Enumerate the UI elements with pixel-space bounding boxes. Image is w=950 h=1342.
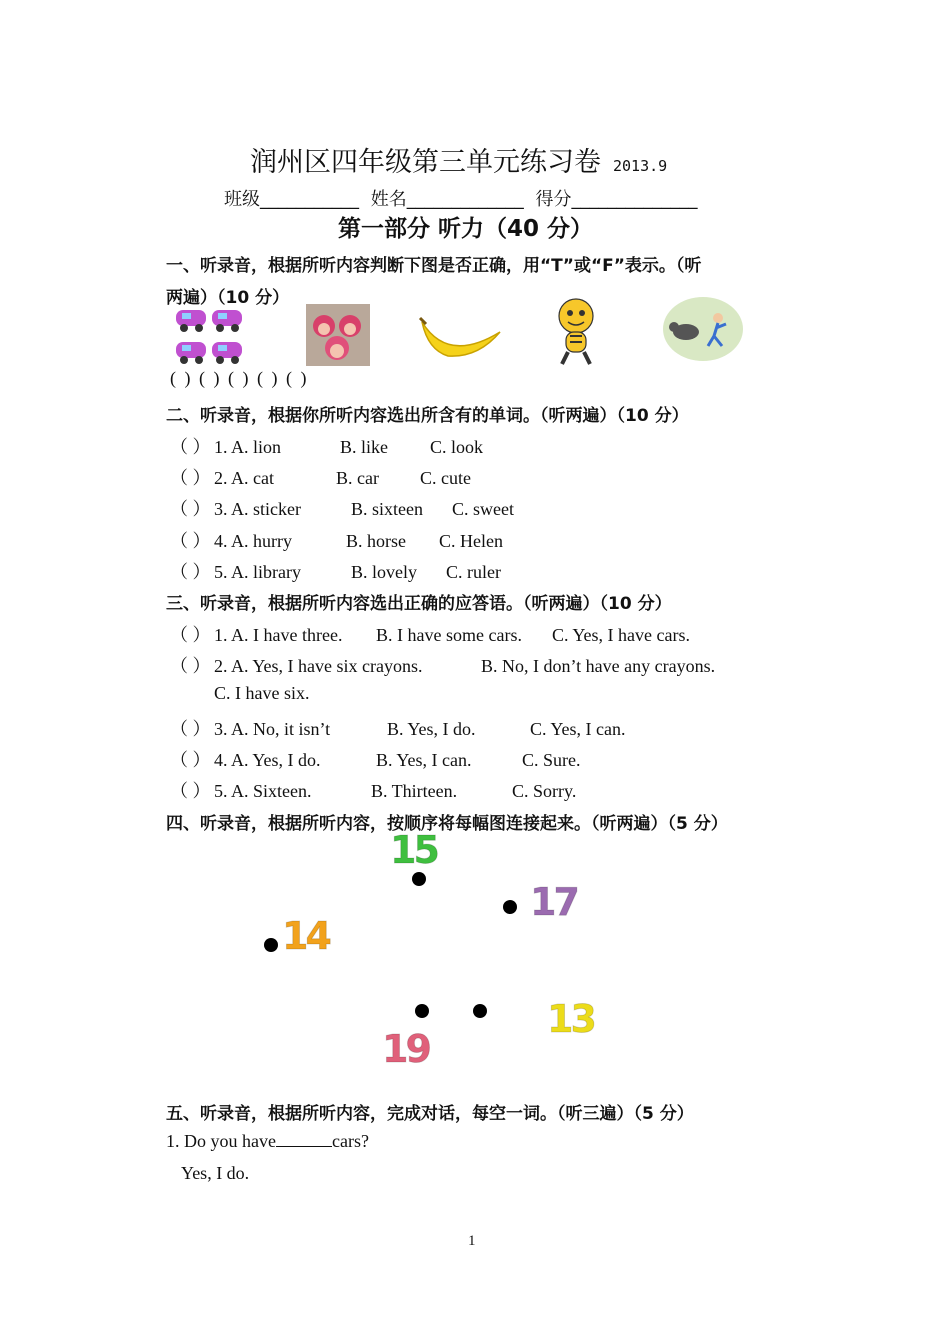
option-c: C. ruler — [446, 562, 501, 582]
option-a: 5. A. Sixteen. — [214, 781, 312, 801]
connect-dot-15[interactable] — [412, 872, 426, 886]
option-b: B. Yes, I do. — [387, 719, 476, 739]
question-text: 1. Do you have — [166, 1131, 276, 1151]
sec5-answer-1: Yes, I do. — [181, 1163, 250, 1183]
option-a: 1. A. I have three. — [214, 625, 343, 645]
option-a: 1. A. lion — [214, 437, 282, 457]
question-text-end: cars? — [331, 1131, 369, 1151]
sec3-item — [170, 652, 715, 678]
sec2-item — [170, 495, 514, 521]
option-a: 4. A. hurry — [214, 531, 292, 551]
sec3-item — [170, 746, 581, 772]
option-b: B. lovely — [351, 562, 417, 582]
answer-slot-2[interactable]: ( ) — [199, 368, 220, 388]
sec5-heading: 五、听录音，根据所听内容，完成对话，每空一词。（听三遍）（5 分） — [166, 1104, 694, 1124]
sec1-answer-slots — [170, 368, 307, 389]
sec2-item — [170, 464, 471, 490]
option-a: 3. A. sticker — [214, 499, 301, 519]
toy-cars-image — [172, 302, 252, 370]
number-17-image: 17 — [530, 880, 577, 924]
answer-paren[interactable]: （ ） — [170, 562, 211, 582]
sec1-heading-line1: 一、听录音，根据所听内容判断下图是否正确，用“T”或“F”表示。（听 — [166, 256, 702, 276]
option-c: C. look — [430, 437, 484, 457]
sec2-item — [170, 527, 503, 553]
sec3-heading: 三、听录音，根据所听内容选出正确的应答语。（听两遍）（10 分） — [166, 594, 672, 614]
tiger-image — [546, 294, 608, 368]
sec4-heading: 四、听录音，根据所听内容，按顺序将每幅图连接起来。（听两遍）（5 分） — [166, 814, 728, 834]
option-c: C. Helen — [439, 531, 503, 551]
connect-dot-17[interactable] — [503, 900, 517, 914]
answer-slot-5[interactable]: ( ) — [286, 368, 307, 388]
sec3-item — [170, 715, 626, 741]
option-c: C. I have six. — [214, 683, 310, 703]
option-b: B. like — [340, 437, 388, 457]
option-c: C. Sorry. — [512, 781, 577, 801]
option-a: 3. A. No, it isn’t — [214, 719, 331, 739]
answer-slot-3[interactable]: ( ) — [228, 368, 249, 388]
connect-dot-19[interactable] — [415, 1004, 429, 1018]
answer-paren[interactable]: （ ） — [170, 499, 211, 519]
answer-paren[interactable]: （ ） — [170, 625, 211, 645]
option-b: B. No, I don’t have any crayons. — [481, 656, 716, 676]
sec2-item — [170, 433, 483, 459]
sec3-item — [170, 621, 690, 647]
banana-image — [418, 312, 504, 364]
answer-slot-4[interactable]: ( ) — [257, 368, 278, 388]
option-c: C. sweet — [452, 499, 514, 519]
answer-slot-1[interactable]: ( ) — [170, 368, 191, 388]
connect-dot-13[interactable] — [473, 1004, 487, 1018]
answer-paren[interactable]: （ ） — [170, 781, 211, 801]
option-b: B. sixteen — [351, 499, 423, 519]
option-b: B. Thirteen. — [371, 781, 458, 801]
option-c: C. cute — [420, 468, 471, 488]
score-field[interactable]: 得分______________ — [535, 189, 698, 210]
option-b: B. horse — [346, 531, 406, 551]
number-19-image: 19 — [382, 1027, 429, 1071]
option-c: C. Yes, I have cars. — [552, 625, 690, 645]
number-13-image: 13 — [547, 997, 594, 1041]
page-number: 1 — [468, 1233, 476, 1249]
option-b: B. Yes, I can. — [376, 750, 472, 770]
class-field[interactable]: 班级___________ — [224, 189, 359, 210]
part1-title: 第一部分 听力（40 分） — [338, 216, 594, 242]
option-a: 4. A. Yes, I do. — [214, 750, 321, 770]
title-text: 润州区四年级第三单元练习卷 — [250, 147, 601, 178]
date-label: 2013.9 — [613, 157, 668, 175]
name-field[interactable]: 姓名_____________ — [370, 189, 524, 210]
option-b: B. I have some cars. — [376, 625, 522, 645]
answer-paren[interactable]: （ ） — [170, 719, 211, 739]
option-a: 2. A. Yes, I have six crayons. — [214, 656, 423, 676]
connect-dot-14[interactable] — [264, 938, 278, 952]
sec2-item — [170, 558, 501, 584]
answer-paren[interactable]: （ ） — [170, 468, 211, 488]
option-c: C. Yes, I can. — [530, 719, 626, 739]
page-title — [250, 140, 667, 179]
answer-blank[interactable] — [276, 1132, 332, 1147]
option-c: C. Sure. — [522, 750, 581, 770]
number-14-image: 14 — [282, 914, 329, 958]
sec1-heading-line2: 两遍）（10 分） — [166, 288, 290, 308]
sec3-item — [170, 777, 576, 803]
answer-paren[interactable]: （ ） — [170, 750, 211, 770]
answer-paren[interactable]: （ ） — [170, 531, 211, 551]
student-info — [224, 185, 703, 211]
option-a: 5. A. library — [214, 562, 301, 582]
option-b: B. car — [336, 468, 379, 488]
option-a: 2. A. cat — [214, 468, 274, 488]
toy-monkeys-image — [306, 304, 370, 366]
running-scene-image — [662, 296, 744, 362]
answer-paren[interactable]: （ ） — [170, 656, 211, 676]
sec2-heading: 二、听录音，根据你所听内容选出所含有的单词。（听两遍）（10 分） — [166, 406, 689, 426]
answer-paren[interactable]: （ ） — [170, 437, 211, 457]
sec5-question-1 — [166, 1131, 369, 1152]
number-15-image: 15 — [390, 828, 437, 872]
